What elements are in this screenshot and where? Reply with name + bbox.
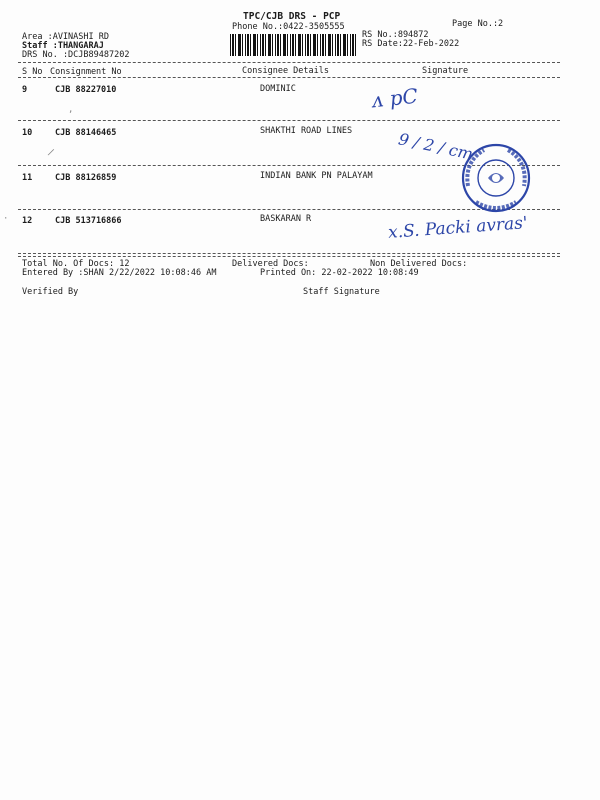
divider <box>18 256 560 257</box>
total-docs: Total No. Of Docs: 12 <box>22 259 130 269</box>
scan-mark: · <box>3 214 9 224</box>
column-header-sno: S No <box>22 67 43 77</box>
row-consignment: CJB 88126859 <box>55 173 117 183</box>
row-sno: 11 <box>22 173 33 183</box>
scan-mark: , <box>68 105 74 115</box>
column-header-consignee: Consignee Details <box>242 66 329 76</box>
rs-number: RS No.:894872 <box>362 30 429 40</box>
drs-number: DRS No. :DCJB89487202 <box>22 50 130 60</box>
divider <box>18 77 560 78</box>
verified-by-label: Verified By <box>22 287 79 297</box>
area-field: Area :AVINASHI RD <box>22 32 109 42</box>
non-delivered-docs: Non Delivered Docs: <box>370 259 468 269</box>
row-divider <box>18 253 560 254</box>
row-sno: 10 <box>22 128 33 138</box>
delivered-docs: Delivered Docs: <box>232 259 309 269</box>
handwritten-signature: ᴧ pC <box>370 83 419 113</box>
row-consignee: BASKARAN R <box>260 214 312 224</box>
row-consignment: CJB 88227010 <box>55 85 117 95</box>
staff-signature-label: Staff Signature <box>303 287 380 297</box>
column-header-consignment: Consignment No <box>50 67 122 77</box>
row-sno: 12 <box>22 216 33 226</box>
rs-date: RS Date:22-Feb-2022 <box>362 39 460 49</box>
scan-mark: / <box>46 147 55 159</box>
handwritten-signature: 9 / 2 / cm <box>396 129 475 164</box>
handwritten-signature: x.S. Packi avras' <box>387 213 529 243</box>
row-consignee: INDIAN BANK PN PALAYAM <box>260 171 373 181</box>
row-consignee: SHAKTHI ROAD LINES <box>260 126 353 136</box>
column-header-signature: Signature <box>422 66 469 76</box>
staff-field: Staff :THANGARAJ <box>22 41 104 51</box>
divider <box>18 62 560 63</box>
row-consignment: CJB 88146465 <box>55 128 117 138</box>
row-divider <box>18 120 560 121</box>
phone-number: Phone No.:0422-3505555 <box>232 22 345 32</box>
printed-on: Printed On: 22-02-2022 10:08:49 <box>260 268 419 278</box>
row-consignment: CJB 513716866 <box>55 216 122 226</box>
page-number: Page No.:2 <box>452 19 504 29</box>
bank-stamp <box>460 142 532 214</box>
row-sno: 9 <box>22 85 28 95</box>
row-consignee: DOMINIC <box>260 84 296 94</box>
report-title: TPC/CJB DRS - PCP <box>243 11 341 22</box>
barcode <box>230 34 356 56</box>
entered-by: Entered By :SHAN 2/22/2022 10:08:46 AM <box>22 268 217 278</box>
